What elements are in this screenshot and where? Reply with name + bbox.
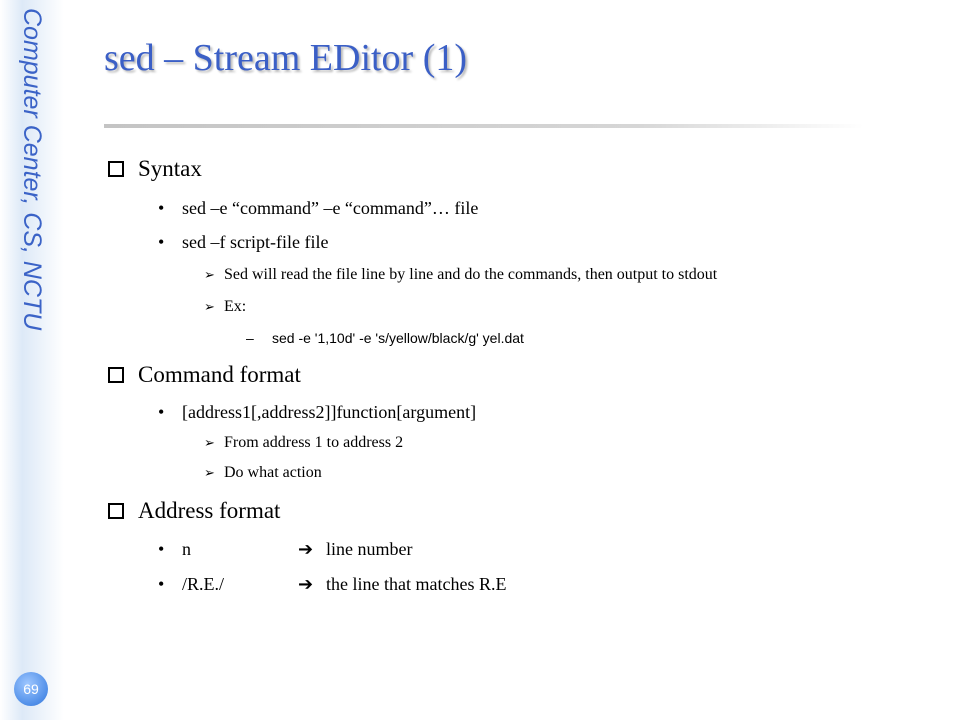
example-text: sed -e '1,10d' -e 's/yellow/black/g' yel.dat [272,330,524,346]
list-item [158,574,506,595]
sub-list-item-text: Sed will read the file line by line and do the commands, then output to stdout [224,266,718,283]
dot-bullet-icon: • [158,574,165,594]
address-form: /R.E./ [182,574,225,594]
arrowhead-bullet-icon: ➢ [204,300,215,315]
dot-bullet-icon: • [158,402,165,422]
sub-list-item [204,266,717,284]
dot-bullet-icon: • [158,232,165,252]
sub-list-item [204,434,403,452]
heading-text: Command format [138,362,301,387]
address-meaning: the line that matches R.E [326,574,507,594]
right-arrow-icon: ➔ [298,539,314,560]
arrowhead-bullet-icon: ➢ [204,436,215,451]
section-heading-address-format [108,498,280,524]
example-item [246,330,524,346]
arrowhead-bullet-icon: ➢ [204,268,215,283]
dot-bullet-icon: • [158,198,165,218]
address-form: n [182,539,191,559]
section-heading-command-format [108,362,301,388]
address-meaning: line number [326,539,413,559]
slide-title: sed – Stream EDitor (1) [104,37,468,79]
list-item [158,198,478,219]
arrowhead-bullet-icon: ➢ [204,466,215,481]
sub-list-item [204,298,246,316]
sub-list-item-text: From address 1 to address 2 [224,434,404,451]
dot-bullet-icon: • [158,539,165,559]
sub-list-item-text: Do what action [224,464,322,481]
right-arrow-icon: ➔ [298,574,314,595]
sidebar-label: Computer Center, CS, NCTU [18,8,46,331]
list-item [158,539,412,560]
dash-bullet-icon: – [246,330,254,346]
list-item-text: [address1[,address2]]function[argument] [182,402,477,422]
list-item-text: sed –f script-file file [182,232,329,252]
section-heading-syntax [108,156,202,182]
heading-text: Address format [138,498,281,523]
checkbox-bullet-icon [108,367,124,383]
sub-list-item [204,464,322,482]
sub-list-item-text: Ex: [224,298,247,315]
heading-text: Syntax [138,156,202,181]
checkbox-bullet-icon [108,161,124,177]
list-item-text: sed –e “command” –e “command”… file [182,198,479,218]
list-item [158,402,476,423]
page-number-badge: 69 [14,672,48,706]
list-item [158,232,328,253]
checkbox-bullet-icon [108,503,124,519]
